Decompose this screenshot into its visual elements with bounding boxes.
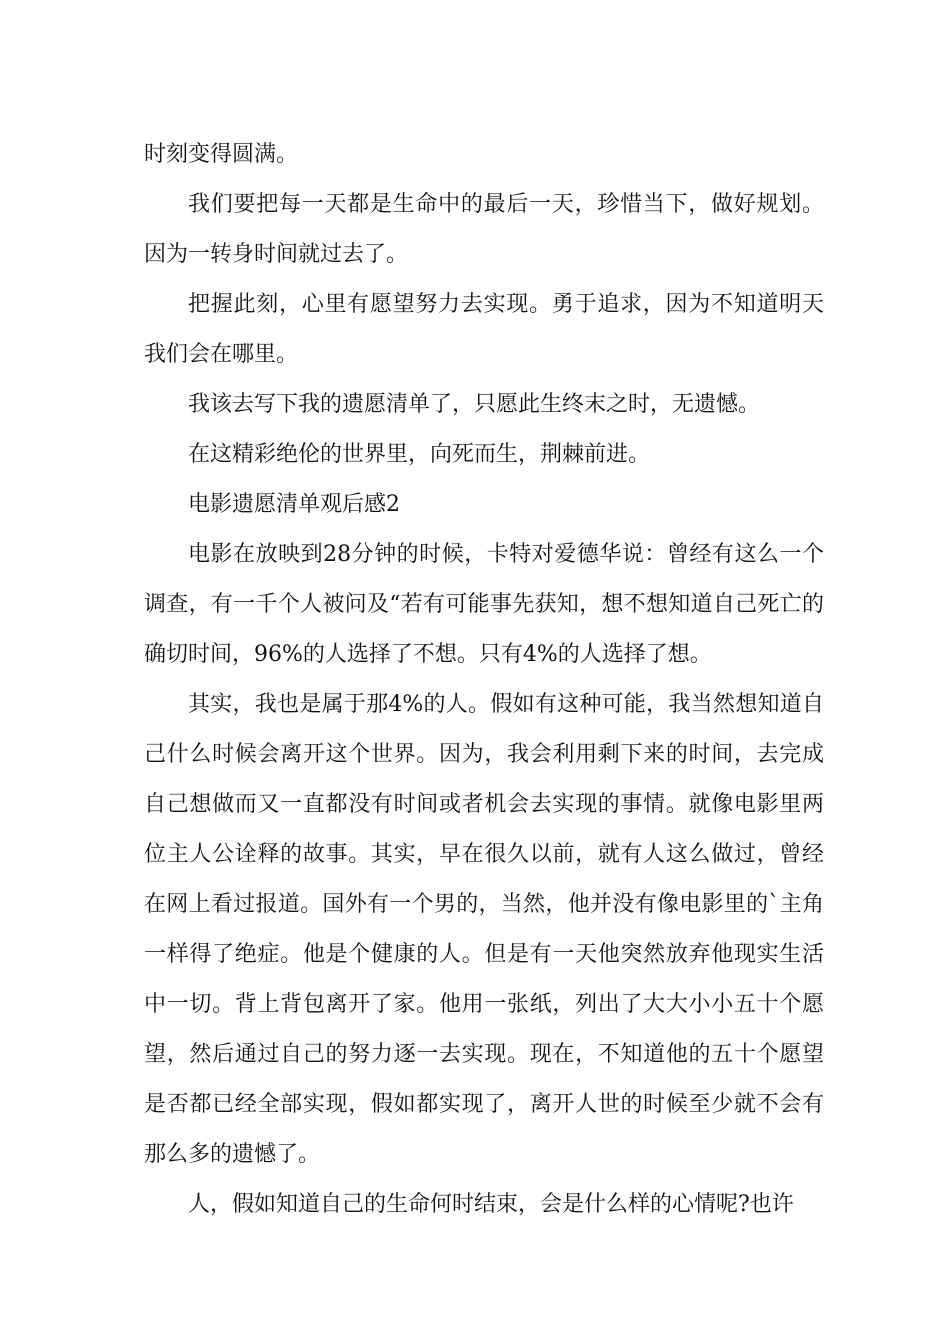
section-heading: 电影遗愿清单观后感2 (188, 492, 400, 517)
paragraph-2: 我们要把每一天都是生命中的最后一天，珍惜当下，做好规划。因为一转身时间就过去了。 (144, 192, 824, 267)
paragraph-3: 把握此刻，心里有愿望努力去实现。勇于追求，因为不知道明天我们会在哪里。 (144, 292, 824, 367)
paragraph-8: 人，假如知道自己的生命何时结束，会是什么样的心情呢?也许 (188, 1192, 794, 1217)
document-body (144, 130, 824, 1230)
paragraph-5: 在这精彩绝伦的世界里，向死而生，荆棘前进。 (188, 442, 651, 467)
paragraph-4: 我该去写下我的遗愿清单了，只愿此生终末之时，无遗憾。 (188, 392, 761, 417)
paragraph-7: 其实，我也是属于那4%的人。假如有这种可能，我当然想知道自己什么时候会离开这个世界。因为，我会利用剩下来的时间，去完成自己想做而又一直都没有时间或者机会去实现的事情。就像电影里两位主人公诠释的故事。其实，早在很久以前，就有人这么做过，曾经在网上看过报道。国外有一个男的，当然，他并没有像电影里的`主角一样得了绝症。他是个健康的人。但是有一天他突然放弃他现实生活中一切。背上背包离开了家。他用一张纸，列出了大大小小五十个愿望，然后通过自己的努力逐一去实现。现在，不知道他的五十个愿望是否都已经全部实现，假如都实现了，离开人世的时候至少就不会有那么多的遗憾了。 (144, 692, 824, 1167)
paragraph-1: 时刻变得圆满。 (144, 142, 299, 167)
paragraph-6: 电影在放映到28分钟的时候，卡特对爱德华说：曾经有这么一个调查，有一千个人被问及“若有可能事先获知，想不想知道自己死亡的确切时间，96%的人选择了不想。只有4%的人选择了想。 (144, 542, 824, 667)
